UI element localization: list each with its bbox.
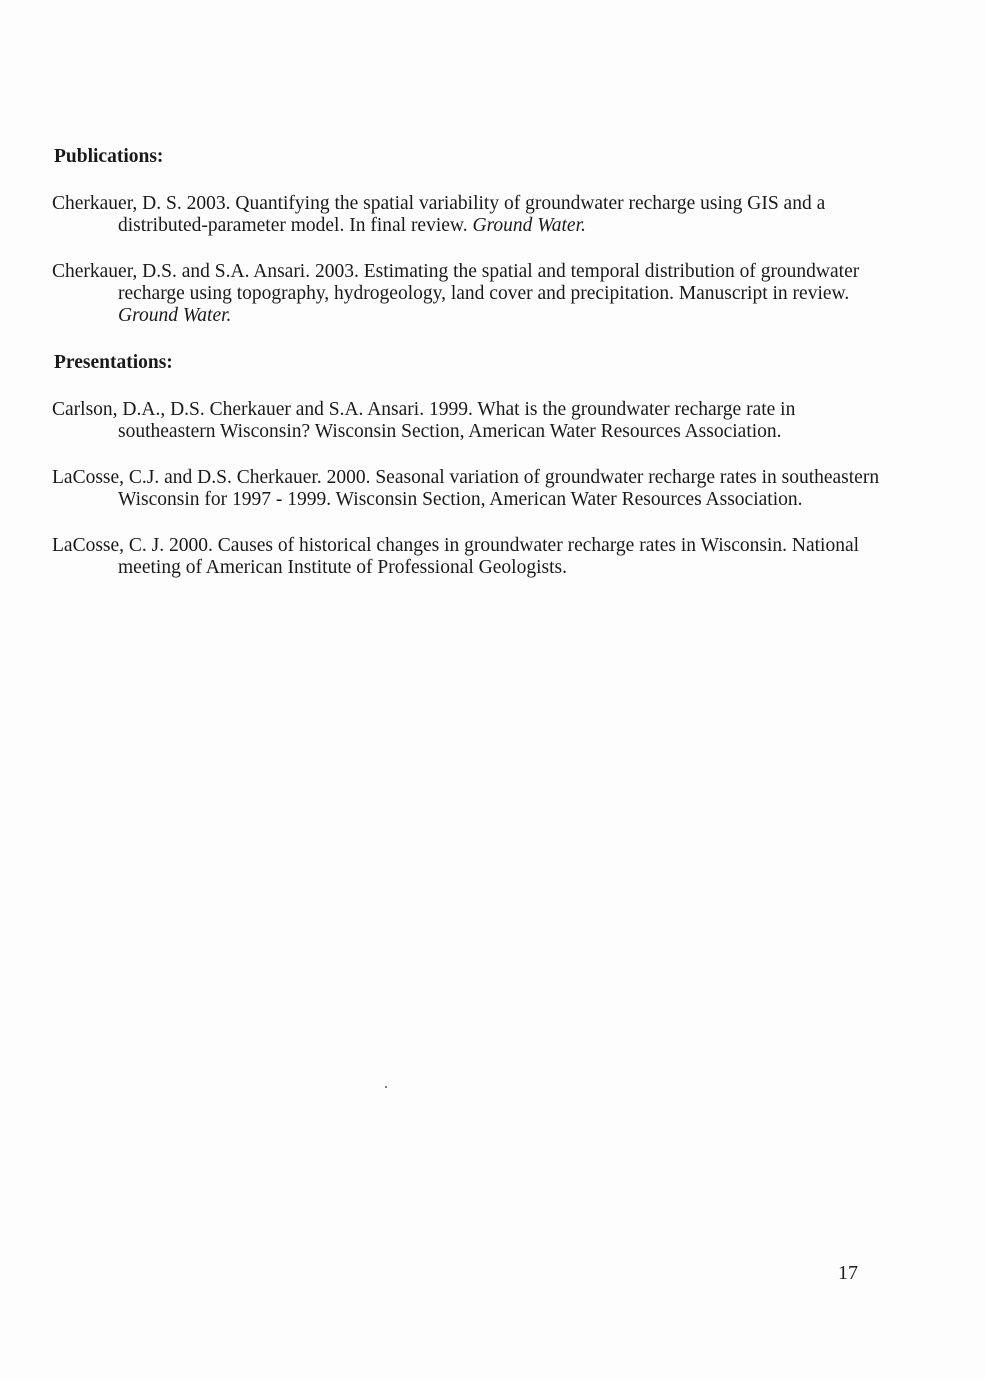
scan-speck bbox=[385, 1086, 387, 1088]
publication-citation: Cherkauer, D. S. 2003. Quantifying the spatial variability of groundwater recharge using GIS and a distributed-parameter model. In final review. bbox=[52, 193, 826, 236]
presentations-heading: Presentations: bbox=[54, 352, 173, 373]
publication-citation: Cherkauer, D.S. and S.A. Ansari. 2003. Estimating the spatial and temporal distribution of groundwater recharge using topography, hydrogeology, land cover and precipitation. Manuscript in review. bbox=[52, 261, 860, 304]
page-number: 17 bbox=[838, 1262, 858, 1284]
publication-journal: Ground Water. bbox=[472, 215, 586, 236]
publications-heading: Publications: bbox=[54, 146, 164, 167]
page-content bbox=[52, 145, 882, 579]
publication-entry bbox=[52, 193, 882, 237]
presentation-entry: LaCosse, C.J. and D.S. Cherkauer. 2000. Seasonal variation of groundwater recharge rates in southeastern Wisconsin for 1997 - 1999. Wisconsin Section, American Water Resources Association. bbox=[52, 467, 880, 510]
publication-journal: Ground Water. bbox=[118, 305, 232, 326]
presentation-entry: LaCosse, C. J. 2000. Causes of historical changes in groundwater recharge rates in Wisconsin. National meeting of American Institute of Professional Geologists. bbox=[52, 535, 860, 578]
presentation-entry: Carlson, D.A., D.S. Cherkauer and S.A. Ansari. 1999. What is the groundwater recharge rate in southeastern Wisconsin? Wisconsin Section, American Water Resources Association. bbox=[52, 399, 796, 442]
publication-entry bbox=[52, 261, 882, 327]
